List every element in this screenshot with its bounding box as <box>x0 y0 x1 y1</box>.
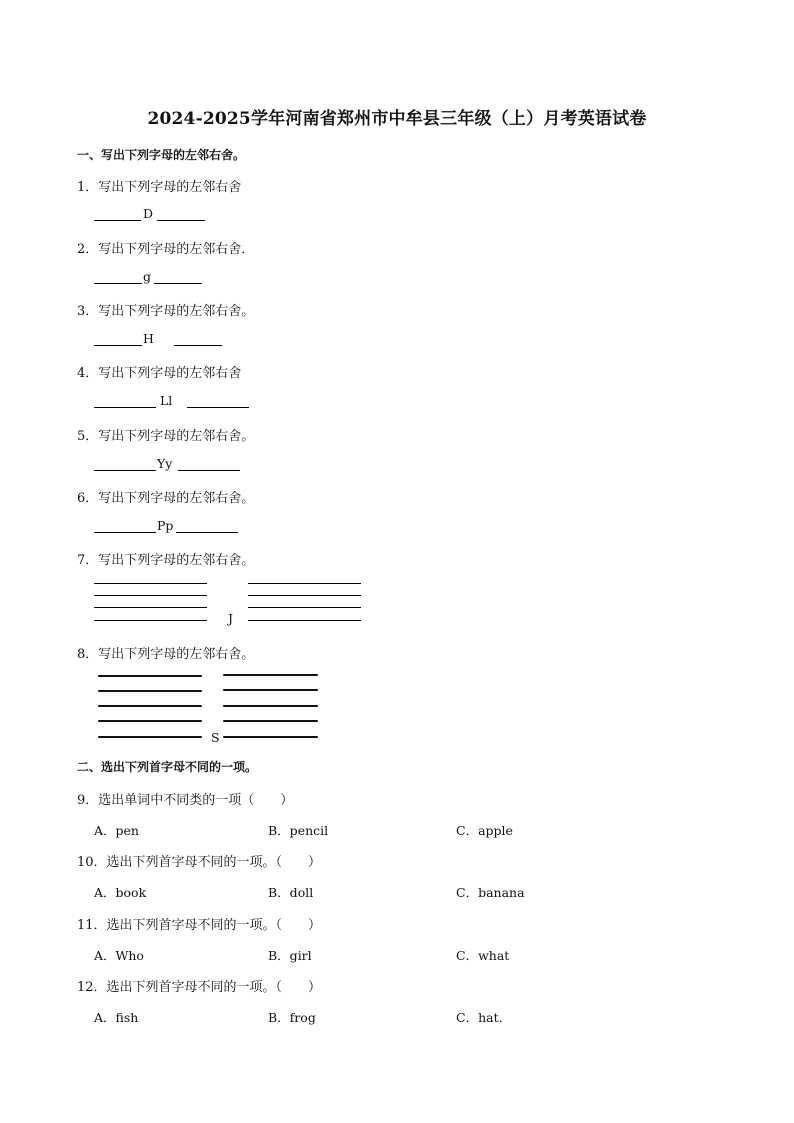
question-6-prompt: 6．写出下列字母的左邻右舍。 <box>77 491 255 506</box>
blank-7-left-line[interactable] <box>94 607 207 608</box>
blank-8-left-line[interactable] <box>98 705 202 707</box>
question-12-option-b[interactable]: B．frog <box>268 1010 316 1025</box>
section-heading-2: 二、选出下列首字母不同的一项。 <box>77 760 258 774</box>
question-8-letter: S <box>211 730 220 745</box>
question-10-option-a[interactable]: A．book <box>94 885 147 900</box>
question-12-prompt: 12．选出下列首字母不同的一项。（ ） <box>77 980 322 995</box>
blank-7-right-line[interactable] <box>248 595 361 596</box>
question-12-option-c[interactable]: C．hat. <box>456 1010 503 1025</box>
section-heading-1: 一、写出下列字母的左邻右舍。 <box>77 148 246 162</box>
question-5-letter: Yy <box>157 456 173 471</box>
blank-7-right-line[interactable] <box>248 583 361 584</box>
question-10-option-c[interactable]: C．banana <box>456 885 525 900</box>
blank-8-right-line[interactable] <box>223 720 318 722</box>
blank-4-right[interactable] <box>187 407 249 408</box>
question-2-prompt: 2．写出下列字母的左邻右舍． <box>77 242 255 257</box>
blank-8-left-line[interactable] <box>98 720 202 722</box>
question-1-prompt: 1．写出下列字母的左邻右舍 <box>77 180 242 195</box>
blank-1-left[interactable] <box>94 220 141 221</box>
blank-8-right-line[interactable] <box>223 689 318 691</box>
question-9-option-b[interactable]: B．pencil <box>268 823 329 838</box>
question-11-option-a[interactable]: A．Who <box>94 948 144 963</box>
question-9-option-a[interactable]: A．pen <box>94 823 139 838</box>
question-4-letter: Ll <box>160 393 173 408</box>
question-9-option-c[interactable]: C．apple <box>456 823 513 838</box>
blank-3-left[interactable] <box>94 345 142 346</box>
question-3-prompt: 3．写出下列字母的左邻右舍。 <box>77 304 255 319</box>
question-5-prompt: 5．写出下列字母的左邻右舍。 <box>77 429 255 444</box>
blank-8-right-line[interactable] <box>223 674 318 676</box>
blank-7-left-line[interactable] <box>94 595 207 596</box>
blank-7-right-line[interactable] <box>248 620 361 621</box>
blank-8-left-line[interactable] <box>98 736 202 738</box>
question-7-prompt: 7．写出下列字母的左邻右舍。 <box>77 553 255 568</box>
question-4-prompt: 4．写出下列字母的左邻右舍 <box>77 366 242 381</box>
question-10-option-b[interactable]: B．doll <box>268 885 314 900</box>
question-11-option-c[interactable]: C．what <box>456 948 510 963</box>
blank-8-left-line[interactable] <box>98 690 202 692</box>
question-10-prompt: 10．选出下列首字母不同的一项。（ ） <box>77 855 322 870</box>
blank-7-left-line[interactable] <box>94 583 207 584</box>
question-6-letter: Pp <box>157 518 174 533</box>
blank-8-right-line[interactable] <box>223 705 318 707</box>
blank-2-right[interactable] <box>154 283 202 284</box>
blank-6-right[interactable] <box>176 532 238 533</box>
question-1-letter: D <box>143 206 154 221</box>
blank-4-left[interactable] <box>94 407 156 408</box>
question-8-prompt: 8．写出下列字母的左邻右舍。 <box>77 647 255 662</box>
blank-8-left-line[interactable] <box>98 675 202 677</box>
blank-5-left[interactable] <box>94 470 156 471</box>
blank-8-right-line[interactable] <box>223 736 318 738</box>
blank-6-left[interactable] <box>94 532 156 533</box>
question-12-option-a[interactable]: A．fish <box>94 1010 139 1025</box>
blank-3-right[interactable] <box>174 345 222 346</box>
blank-1-right[interactable] <box>157 220 205 221</box>
question-11-option-b[interactable]: B．girl <box>268 948 312 963</box>
question-9-prompt: 9．选出单词中不同类的一项（ ） <box>77 793 294 808</box>
question-2-letter: g <box>143 269 152 284</box>
blank-7-left-line[interactable] <box>94 620 207 621</box>
blank-7-right-line[interactable] <box>248 607 361 608</box>
question-11-prompt: 11．选出下列首字母不同的一项。（ ） <box>77 918 322 933</box>
blank-2-left[interactable] <box>94 283 142 284</box>
question-3-letter: H <box>143 331 154 346</box>
question-7-letter: J <box>228 611 234 626</box>
page-title: 2024-2025学年河南省郑州市中牟县三年级（上）月考英语试卷 <box>147 109 647 129</box>
blank-5-right[interactable] <box>178 470 240 471</box>
